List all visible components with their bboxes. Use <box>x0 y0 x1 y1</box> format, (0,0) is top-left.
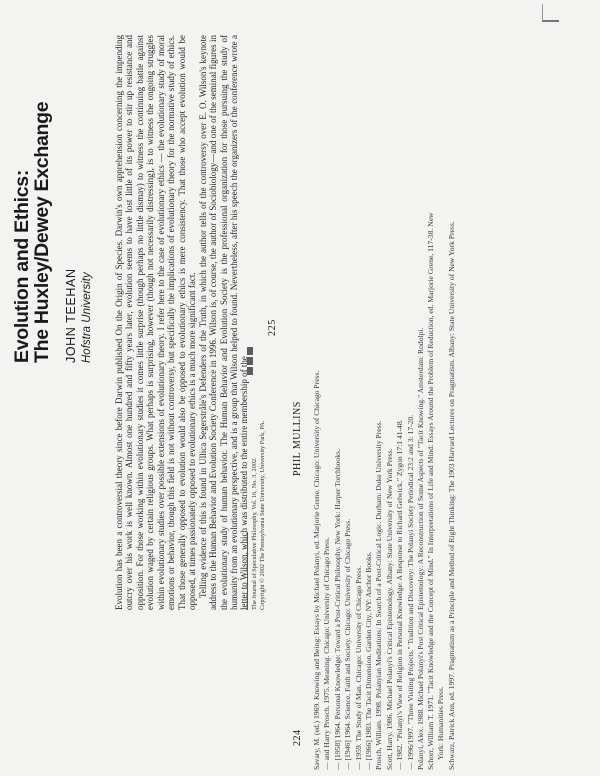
article-body <box>114 35 250 610</box>
reference-list <box>312 195 457 770</box>
body-paragraph: Telling evidence of this is found in Ullica Segerstråle's Defenders of the Truth, in which the author tells of the controversy over E. O. Wilson's keynote address to the Human Behavior and Evolution Society Conference in 1996. Wilson is, of course, the author of Sociobiology—and one of the seminal figures in the evolutionary study of human behavior. The Human Behavior and Evolution Society is the professional organization for those pursuing the study of humanity from an evolutionary perspective, and is a group that Wilson helped to found. Nevertheless, after his speech the organizers of the conference wrote a letter to Wilson, which was distributed to the entire membership of the <box>197 35 250 610</box>
left-page-number: 224 <box>292 729 303 746</box>
reference-entry: Schwarz, Patrick Ann, ed. 1997. Pragmatism as a Principle and Method of Right Thinking: The 1903 Harvard Lectures on Pragmatism. Albany: State University of New York Press. <box>446 221 456 770</box>
reference-entry: Polanyi, Alex. 1988. Michael Polanyi's Post Critical Epistemology: A Reconstruction of Some Aspects of "Tacit Knowing." Amsterdam: Rodolpi. <box>415 327 425 770</box>
author-name: JOHN TEEHAN <box>64 268 78 363</box>
title-line: The Huxley/Dewey Exchange <box>31 101 53 363</box>
author-affiliation: Hofstra University <box>81 272 93 363</box>
reference-entry: — and Harry Prosch. 1975. Meaning. Chicago: University of Chicago Press. <box>322 537 332 770</box>
body-paragraph: Evolution has been a controversial theory since before Darwin published On the Origin of Species. Darwin's own apprehension concerning the impending outcry over his work is well known. Almost one hundred and fifty years later, evolution seems to have lost little of its power to stir up resistance and opposition. For those working within evolutionary studies it comes little surprise (though perhaps no little dismay) to witness the continuing battle against evolution waged by certain religious groups. What perhaps is surprising, however (though not necessarily distressing), is to witness the ongoing struggles within evolutionary studies over possible extensions of evolutionary theory. I refer here to the case of evolutionary ethics — the evolutionary study of moral emotions or behavior, though this field is not without controversy, but specifically the implications of evolutionary theory for the normative study of ethics. That those generally opposed to evolution would also be opposed to evolutionary ethics is mere consistency. That those who accept evolution would be opposed, at times passionately opposed to evolutionary ethics is a much more significant fact. <box>114 35 198 610</box>
left-page <box>282 0 600 776</box>
binding-mark <box>542 4 559 22</box>
reference-entry: — 1959. The Study of Man. Chicago: University of Chicago Press. <box>353 565 363 770</box>
footnote-line: Copyright © 2002 The Pennsylvania State University, University Park, PA. <box>258 420 266 610</box>
article-title <box>12 33 52 363</box>
reference-entry: — 1982. "Polanyi's View of Religion in Personal Knowledge: A Response to Richard Gelwick." Zygon 17:1 41-48. <box>395 419 405 770</box>
journal-footnote <box>251 35 266 610</box>
running-head: PHIL MULLINS <box>292 401 303 476</box>
footnote-line: The Journal of Speculative Philosophy, Vol. 16, No. 3, 2002. <box>251 457 258 610</box>
reference-entry: Schorr, William T. 1971. "Tacit Knowledge and the Concept of Mind." In Interpretations of Life and Mind: Essays Around the Problem of Reduction, ed. Marjorie Grene, 117-38. New York: Humanities Press. <box>426 212 446 770</box>
reference-entry: Prosch, William. 1998. Polanyian Meditations: In Search of a Post-Critical Logic. Durham: Duke University Press. <box>374 420 384 770</box>
right-page-number: 225 <box>267 319 278 336</box>
reference-entry: — [1946] 1964. Science, Faith and Society. Chicago: University of Chicago Press. <box>343 518 353 770</box>
reference-entry: Scott, Harry. 1986. Michael Polanyi's Critical Epistemology. Albany: State University of New York Press. <box>384 448 394 770</box>
right-page <box>0 0 276 776</box>
reference-entry: — [1966] 1983. The Tacit Dimension. Garden City, NY: Anchor Books. <box>363 551 373 770</box>
reference-entry: Savary, M. (ed.) 1969. Knowing and Being: Essays by Michael Polanyi, ed. Marjorie Grene. Chicago: University of Chicago Press. <box>312 370 321 770</box>
title-line: Evolution and Ethics: <box>11 169 33 363</box>
reference-entry: — [1958] 1964. Personal Knowledge: Toward a Post-Critical Philosophy. New York: Harper Torchbooks. <box>332 449 342 770</box>
footnote-rule <box>247 532 248 610</box>
reference-entry: — 1996/1997. "Three Visiting Projects." Tradition and Discovery: The Polanyi Society Periodical 23:2 and 3: 17-20. <box>405 414 415 770</box>
